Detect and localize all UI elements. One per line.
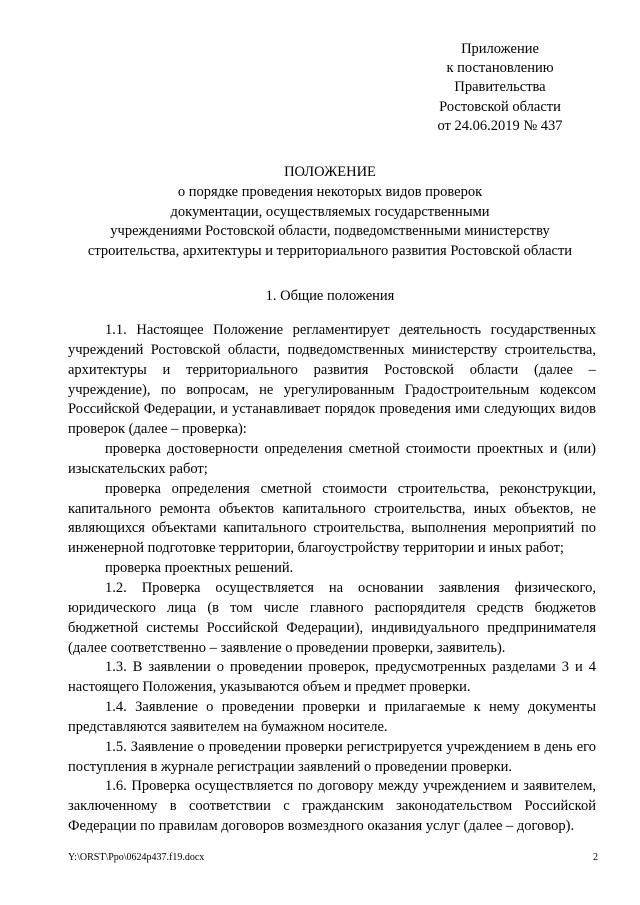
footer-page-number: 2 xyxy=(593,852,598,863)
appendix-line: Правительства xyxy=(454,79,546,96)
paragraph: проверка проектных решений. xyxy=(105,560,294,577)
paragraph: 1.6. Проверка осуществляется по договору между учреждением и заявителем, заключенному в соответствии с гражданским законодательством Российской Федерации по правилам договоров возмездного оказания услуг (далее – договор). xyxy=(68,778,596,835)
paragraph: 1.1. Настоящее Положение регламентирует деятельность государственных учреждений Ростовской области, подведомственных министерству строительства, архитектуры и территориального развития Ростовской области (далее – учреждение), по вопросам, не урегулированным Градостроительным кодексом Российской Федерации, и устанавливает порядок проведения ими следующих видов проверок (далее – проверка): xyxy=(68,322,596,438)
footer-file-path: Y:\ORST\Ppo\0624p437.f19.docx xyxy=(68,852,205,863)
paragraph: 1.3. В заявлении о проведении проверок, предусмотренных разделами 3 и 4 настоящего Положения, указываются объем и предмет проверки. xyxy=(68,659,596,696)
paragraph: 1.5. Заявление о проведении проверки регистрируется учреждением в день его поступления в журнале регистрации заявлений о проведении проверки. xyxy=(68,738,596,775)
section-heading: 1. Общие положения xyxy=(265,288,395,304)
appendix-line: Ростовской области xyxy=(439,98,561,115)
title-heading: ПОЛОЖЕНИЕ xyxy=(284,164,376,180)
paragraph: проверка достоверности определения сметной стоимости проектных и (или) изыскательских работ; xyxy=(68,441,596,477)
paragraph: 1.4. Заявление о проведении проверки и прилагаемые к нему документы представляются заявителем на бумажном носителе. xyxy=(68,699,596,735)
appendix-line: от 24.06.2019 № 437 xyxy=(437,117,563,134)
section-body xyxy=(68,321,596,837)
title-line: о порядке проведения некоторых видов проверок xyxy=(177,183,483,200)
appendix-line: к постановлению xyxy=(446,60,554,77)
title-line: строительства, архитектуры и территориального развития Ростовской области xyxy=(87,243,573,260)
paragraph: проверка определения сметной стоимости строительства, реконструкции, капитального ремонта объектов капитального строительства, иных объектов, не являющихся объектами капитального строительства, выполнения мероприятий по инженерной подготовке территории, благоустройству территории и иных работ; xyxy=(68,480,596,557)
appendix-line: Приложение xyxy=(461,41,539,57)
title-line: учреждениями Ростовской области, подведомственными министерству xyxy=(110,223,550,240)
appendix-header xyxy=(400,40,600,136)
paragraph: 1.2. Проверка осуществляется на основании заявления физического, юридического лица (в том числе главного распорядителя средств бюджетов бюджетной системы Российской Федерации), индивидуального предпринимателя (далее соответственно – заявление о проведении проверки, заявитель). xyxy=(68,579,596,656)
title-line: документации, осуществляемых государственными xyxy=(170,203,490,220)
document-title xyxy=(40,163,620,262)
